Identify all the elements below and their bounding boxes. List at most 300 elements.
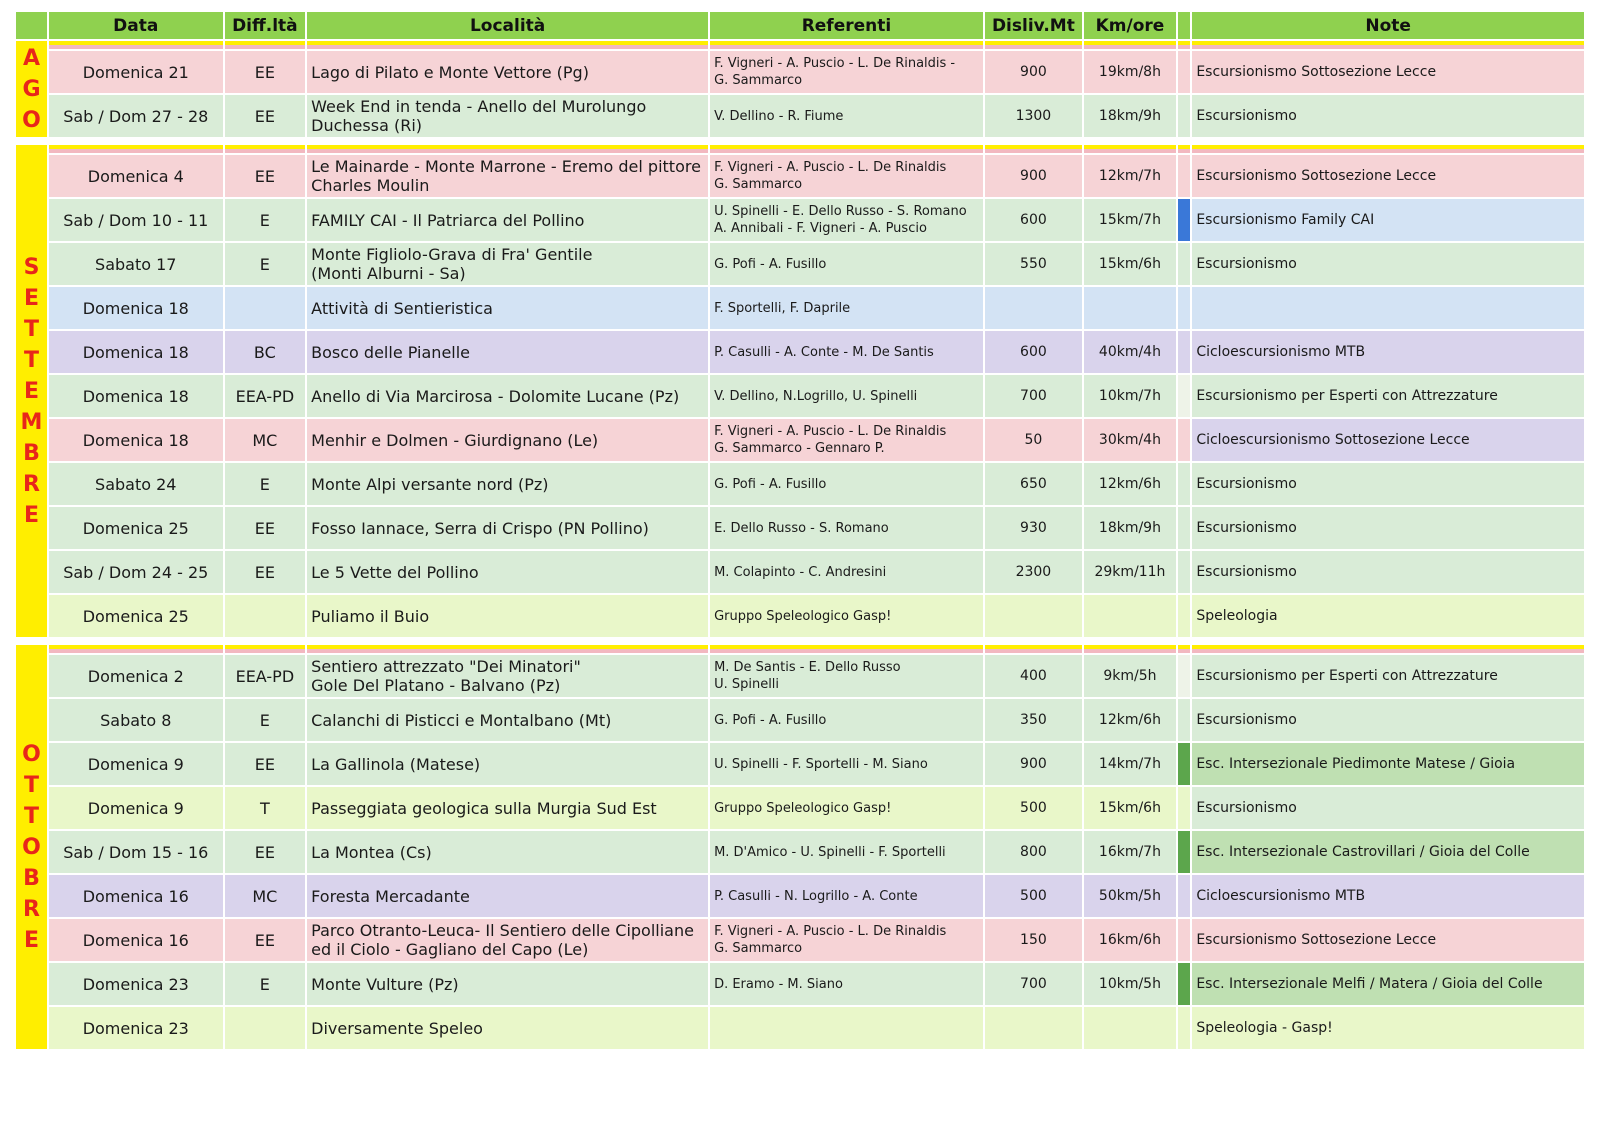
event-referents bbox=[710, 655, 983, 697]
separator-cell bbox=[1084, 41, 1176, 49]
event-elevation: 800 bbox=[985, 831, 1082, 873]
event-referents-line: D. Eramo - M. Siano bbox=[714, 976, 843, 992]
event-notes: Escursionismo Sottosezione Lecce bbox=[1192, 51, 1584, 93]
event-referents bbox=[710, 95, 983, 137]
event-referents-line: P. Casulli - N. Logrillo - A. Conte bbox=[714, 888, 918, 904]
event-notes: Escursionismo bbox=[1192, 507, 1584, 549]
event-referents bbox=[710, 287, 983, 329]
event-distance-time: 12km/6h bbox=[1084, 699, 1176, 741]
table-row bbox=[16, 199, 1584, 241]
event-location-line: Charles Moulin bbox=[311, 176, 430, 195]
month-letter: O bbox=[22, 741, 41, 767]
event-referents-line: A. Annibali - F. Vigneri - A. Puscio bbox=[714, 221, 927, 236]
event-notes: Escursionismo Sottosezione Lecce bbox=[1192, 155, 1584, 197]
separator-cell bbox=[985, 645, 1082, 653]
month-letter: M bbox=[20, 409, 43, 435]
separator-cell bbox=[1084, 645, 1176, 653]
event-notes: Escursionismo bbox=[1192, 551, 1584, 593]
event-distance-time: 40km/4h bbox=[1084, 331, 1176, 373]
event-location bbox=[307, 699, 708, 741]
event-date: Domenica 25 bbox=[49, 507, 223, 549]
event-marker bbox=[1178, 51, 1190, 93]
event-location bbox=[307, 1007, 708, 1049]
event-distance-time: 15km/6h bbox=[1084, 787, 1176, 829]
table-row bbox=[16, 1007, 1584, 1049]
event-elevation: 50 bbox=[985, 419, 1082, 461]
event-date: Sab / Dom 15 - 16 bbox=[49, 831, 223, 873]
event-location-line: La Montea (Cs) bbox=[311, 842, 432, 862]
event-difficulty: E bbox=[225, 199, 306, 241]
month-letter: A bbox=[22, 45, 40, 71]
month-letter: S bbox=[23, 254, 40, 280]
event-elevation: 2300 bbox=[985, 551, 1082, 593]
event-referents bbox=[710, 551, 983, 593]
event-distance-time: 16km/6h bbox=[1084, 919, 1176, 961]
month-gap bbox=[16, 639, 1584, 643]
event-elevation: 600 bbox=[985, 331, 1082, 373]
event-elevation: 150 bbox=[985, 919, 1082, 961]
event-notes: Escursionismo Sottosezione Lecce bbox=[1192, 919, 1584, 961]
event-elevation: 500 bbox=[985, 787, 1082, 829]
event-date: Domenica 18 bbox=[49, 287, 223, 329]
month-gap bbox=[16, 139, 1584, 143]
event-referents-line: U. Spinelli bbox=[714, 677, 780, 692]
event-difficulty: EE bbox=[225, 831, 306, 873]
event-distance-time bbox=[1084, 595, 1176, 637]
event-referents-line: F. Vigneri - A. Puscio - L. De Rinaldis bbox=[714, 924, 947, 939]
event-date: Domenica 9 bbox=[49, 743, 223, 785]
separator-cell bbox=[710, 145, 983, 153]
event-referents-line: G. Sammarco - Gennaro P. bbox=[714, 441, 885, 456]
event-location bbox=[307, 95, 708, 137]
header-location: Località bbox=[307, 12, 708, 39]
event-marker bbox=[1178, 743, 1190, 785]
event-marker bbox=[1178, 243, 1190, 285]
event-difficulty: E bbox=[225, 699, 306, 741]
event-notes: Cicloescursionismo MTB bbox=[1192, 875, 1584, 917]
event-date: Sabato 17 bbox=[49, 243, 223, 285]
event-marker bbox=[1178, 507, 1190, 549]
event-difficulty bbox=[225, 595, 306, 637]
event-referents-line: V. Dellino, N.Logrillo, U. Spinelli bbox=[714, 388, 918, 404]
table-row bbox=[16, 463, 1584, 505]
separator-cell bbox=[225, 145, 306, 153]
event-date: Domenica 9 bbox=[49, 787, 223, 829]
event-location-line: Monte Alpi versante nord (Pz) bbox=[311, 474, 549, 494]
month-letter: E bbox=[23, 378, 39, 404]
event-referents bbox=[710, 743, 983, 785]
event-date: Domenica 16 bbox=[49, 919, 223, 961]
event-referents-line: F. Vigneri - A. Puscio - L. De Rinaldis bbox=[714, 160, 947, 175]
month-letter: E bbox=[23, 285, 39, 311]
table-row bbox=[16, 243, 1584, 285]
table-row bbox=[16, 963, 1584, 1005]
event-difficulty bbox=[225, 287, 306, 329]
event-location bbox=[307, 743, 708, 785]
event-notes: Escursionismo bbox=[1192, 699, 1584, 741]
table-row bbox=[16, 95, 1584, 137]
separator-cell bbox=[1178, 645, 1190, 653]
event-distance-time: 15km/7h bbox=[1084, 199, 1176, 241]
separator-cell bbox=[1192, 145, 1584, 153]
event-location-line: Fosso Iannace, Serra di Crispo (PN Pollino) bbox=[311, 518, 649, 538]
event-marker bbox=[1178, 331, 1190, 373]
table-row bbox=[16, 655, 1584, 697]
event-elevation: 400 bbox=[985, 655, 1082, 697]
event-notes: Speleologia bbox=[1192, 595, 1584, 637]
gap-cell bbox=[16, 139, 1584, 143]
separator-cell bbox=[1084, 145, 1176, 153]
table-row bbox=[16, 51, 1584, 93]
month-letter: O bbox=[22, 834, 41, 860]
month-separator bbox=[16, 41, 1584, 49]
event-referents-line: U. Spinelli - F. Sportelli - M. Siano bbox=[714, 756, 928, 772]
event-notes: Escursionismo per Esperti con Attrezzature bbox=[1192, 375, 1584, 417]
event-location-line: Week End in tenda - Anello del Murolungo bbox=[311, 97, 647, 116]
event-difficulty: EE bbox=[225, 155, 306, 197]
event-marker bbox=[1178, 655, 1190, 697]
event-distance-time: 30km/4h bbox=[1084, 419, 1176, 461]
event-difficulty: EEA-PD bbox=[225, 375, 306, 417]
table-body bbox=[16, 41, 1584, 1049]
table-row bbox=[16, 419, 1584, 461]
separator-cell bbox=[225, 41, 306, 49]
event-date: Sabato 24 bbox=[49, 463, 223, 505]
header-notes: Note bbox=[1192, 12, 1584, 39]
gap-cell bbox=[16, 639, 1584, 643]
event-location-line: Diversamente Speleo bbox=[311, 1018, 483, 1038]
event-distance-time: 16km/7h bbox=[1084, 831, 1176, 873]
event-elevation bbox=[985, 595, 1082, 637]
event-date: Domenica 21 bbox=[49, 51, 223, 93]
event-location-line: Le 5 Vette del Pollino bbox=[311, 562, 479, 582]
header-elevation: Disliv.Mt bbox=[985, 12, 1082, 39]
month-letter: T bbox=[23, 772, 39, 798]
event-distance-time: 50km/5h bbox=[1084, 875, 1176, 917]
event-marker bbox=[1178, 419, 1190, 461]
separator-cell bbox=[49, 145, 223, 153]
event-notes: Speleologia - Gasp! bbox=[1192, 1007, 1584, 1049]
event-referents-line: Gruppo Speleologico Gasp! bbox=[714, 608, 892, 624]
event-location bbox=[307, 919, 708, 961]
table-row bbox=[16, 287, 1584, 329]
event-difficulty: EE bbox=[225, 51, 306, 93]
event-location bbox=[307, 463, 708, 505]
header-marker bbox=[1178, 12, 1190, 39]
event-referents-line: G. Pofi - A. Fusillo bbox=[714, 476, 827, 492]
event-date: Domenica 25 bbox=[49, 595, 223, 637]
table-row bbox=[16, 787, 1584, 829]
event-elevation: 930 bbox=[985, 507, 1082, 549]
event-marker bbox=[1178, 831, 1190, 873]
event-marker bbox=[1178, 551, 1190, 593]
event-location bbox=[307, 331, 708, 373]
month-label-cell bbox=[16, 41, 47, 137]
event-location-line: Passeggiata geologica sulla Murgia Sud Est bbox=[311, 798, 657, 818]
event-date: Sab / Dom 27 - 28 bbox=[49, 95, 223, 137]
event-referents bbox=[710, 375, 983, 417]
header-difficulty: Diff.ltà bbox=[225, 12, 306, 39]
event-difficulty: T bbox=[225, 787, 306, 829]
event-location bbox=[307, 51, 708, 93]
month-letter: O bbox=[22, 107, 41, 133]
event-referents bbox=[710, 463, 983, 505]
table-row bbox=[16, 831, 1584, 873]
event-marker bbox=[1178, 963, 1190, 1005]
event-distance-time: 18km/9h bbox=[1084, 95, 1176, 137]
event-referents bbox=[710, 199, 983, 241]
event-location bbox=[307, 551, 708, 593]
event-distance-time: 14km/7h bbox=[1084, 743, 1176, 785]
event-marker bbox=[1178, 155, 1190, 197]
separator-cell bbox=[710, 41, 983, 49]
event-difficulty: E bbox=[225, 243, 306, 285]
event-marker bbox=[1178, 95, 1190, 137]
event-difficulty: E bbox=[225, 463, 306, 505]
event-notes: Escursionismo bbox=[1192, 243, 1584, 285]
table-row bbox=[16, 155, 1584, 197]
month-letter: G bbox=[22, 76, 41, 102]
month-separator bbox=[16, 145, 1584, 153]
separator-cell bbox=[1192, 41, 1584, 49]
separator-cell bbox=[49, 645, 223, 653]
event-location-line: Anello di Via Marcirosa - Dolomite Lucane (Pz) bbox=[311, 386, 680, 406]
event-referents bbox=[710, 155, 983, 197]
calendar-sheet bbox=[14, 10, 1586, 1051]
event-difficulty: EE bbox=[225, 743, 306, 785]
event-notes: Cicloescursionismo Sottosezione Lecce bbox=[1192, 419, 1584, 461]
event-elevation: 600 bbox=[985, 199, 1082, 241]
event-marker bbox=[1178, 875, 1190, 917]
event-difficulty: EE bbox=[225, 507, 306, 549]
event-distance-time: 29km/11h bbox=[1084, 551, 1176, 593]
event-referents bbox=[710, 963, 983, 1005]
event-referents bbox=[710, 507, 983, 549]
event-referents-line: E. Dello Russo - S. Romano bbox=[714, 520, 889, 536]
event-notes: Cicloescursionismo MTB bbox=[1192, 331, 1584, 373]
separator-cell bbox=[307, 145, 708, 153]
event-referents bbox=[710, 875, 983, 917]
event-referents-line: M. Colapinto - C. Andresini bbox=[714, 564, 887, 580]
separator-cell bbox=[49, 41, 223, 49]
table-row bbox=[16, 331, 1584, 373]
event-referents-line: G. Pofi - A. Fusillo bbox=[714, 256, 827, 272]
table-row bbox=[16, 699, 1584, 741]
event-referents bbox=[710, 699, 983, 741]
event-date: Domenica 4 bbox=[49, 155, 223, 197]
event-location bbox=[307, 243, 708, 285]
header-date: Data bbox=[49, 12, 223, 39]
event-location-line: Sentiero attrezzato "Dei Minatori" bbox=[311, 657, 581, 676]
event-marker bbox=[1178, 375, 1190, 417]
event-notes: Escursionismo per Esperti con Attrezzature bbox=[1192, 655, 1584, 697]
month-letter: T bbox=[23, 347, 39, 373]
event-difficulty: MC bbox=[225, 419, 306, 461]
event-difficulty: MC bbox=[225, 875, 306, 917]
event-referents bbox=[710, 419, 983, 461]
event-location-line: Le Mainarde - Monte Marrone - Eremo del pittore bbox=[311, 157, 701, 176]
separator-cell bbox=[1178, 41, 1190, 49]
event-date: Domenica 18 bbox=[49, 419, 223, 461]
event-marker bbox=[1178, 919, 1190, 961]
separator-cell bbox=[307, 645, 708, 653]
event-marker bbox=[1178, 463, 1190, 505]
month-label-cell bbox=[16, 145, 47, 637]
event-distance-time bbox=[1084, 287, 1176, 329]
event-elevation: 550 bbox=[985, 243, 1082, 285]
event-location-line: Lago di Pilato e Monte Vettore (Pg) bbox=[311, 62, 589, 82]
event-location bbox=[307, 787, 708, 829]
event-distance-time: 12km/6h bbox=[1084, 463, 1176, 505]
header-referents: Referenti bbox=[710, 12, 983, 39]
table-row bbox=[16, 743, 1584, 785]
event-notes: Esc. Intersezionale Castrovillari / Gioia del Colle bbox=[1192, 831, 1584, 873]
event-difficulty: EE bbox=[225, 919, 306, 961]
month-separator bbox=[16, 645, 1584, 653]
event-distance-time: 9km/5h bbox=[1084, 655, 1176, 697]
event-notes: Esc. Intersezionale Melfi / Matera / Gioia del Colle bbox=[1192, 963, 1584, 1005]
event-location bbox=[307, 655, 708, 697]
event-location bbox=[307, 287, 708, 329]
event-location-line: La Gallinola (Matese) bbox=[311, 754, 481, 774]
event-referents bbox=[710, 919, 983, 961]
event-elevation: 700 bbox=[985, 963, 1082, 1005]
event-referents bbox=[710, 243, 983, 285]
event-location bbox=[307, 199, 708, 241]
event-referents-line: G. Sammarco bbox=[714, 941, 803, 956]
table-row bbox=[16, 919, 1584, 961]
separator-cell bbox=[985, 145, 1082, 153]
table-row bbox=[16, 375, 1584, 417]
event-location bbox=[307, 963, 708, 1005]
event-elevation: 900 bbox=[985, 155, 1082, 197]
event-location-line: FAMILY CAI - Il Patriarca del Pollino bbox=[311, 210, 585, 230]
event-referents bbox=[710, 51, 983, 93]
event-location-line: Puliamo il Buio bbox=[311, 606, 430, 626]
event-elevation: 500 bbox=[985, 875, 1082, 917]
month-letter: E bbox=[23, 927, 39, 953]
event-date: Domenica 23 bbox=[49, 1007, 223, 1049]
event-distance-time: 12km/7h bbox=[1084, 155, 1176, 197]
event-marker bbox=[1178, 199, 1190, 241]
event-difficulty: BC bbox=[225, 331, 306, 373]
event-date: Domenica 18 bbox=[49, 331, 223, 373]
separator-cell bbox=[985, 41, 1082, 49]
event-location bbox=[307, 831, 708, 873]
event-date: Sab / Dom 10 - 11 bbox=[49, 199, 223, 241]
table-row bbox=[16, 595, 1584, 637]
separator-cell bbox=[1178, 145, 1190, 153]
event-date: Sab / Dom 24 - 25 bbox=[49, 551, 223, 593]
event-elevation: 650 bbox=[985, 463, 1082, 505]
event-marker bbox=[1178, 287, 1190, 329]
header-corner bbox=[16, 12, 47, 39]
event-referents bbox=[710, 331, 983, 373]
event-elevation: 350 bbox=[985, 699, 1082, 741]
event-difficulty: EEA-PD bbox=[225, 655, 306, 697]
event-elevation bbox=[985, 1007, 1082, 1049]
event-location bbox=[307, 507, 708, 549]
event-referents-line: G. Sammarco bbox=[714, 177, 803, 192]
event-referents-line: F. Sportelli, F. Daprile bbox=[714, 300, 851, 316]
excursion-table bbox=[14, 10, 1586, 1051]
event-date: Domenica 2 bbox=[49, 655, 223, 697]
event-difficulty: EE bbox=[225, 551, 306, 593]
month-letter: T bbox=[23, 316, 39, 342]
event-elevation: 900 bbox=[985, 51, 1082, 93]
event-location-line: Bosco delle Pianelle bbox=[311, 342, 471, 362]
event-referents bbox=[710, 787, 983, 829]
event-elevation: 900 bbox=[985, 743, 1082, 785]
event-date: Domenica 16 bbox=[49, 875, 223, 917]
event-referents-line: P. Casulli - A. Conte - M. De Santis bbox=[714, 344, 934, 360]
event-location-line: Monte Figliolo-Grava di Fra' Gentile bbox=[311, 245, 593, 264]
event-location-line: (Monti Alburni - Sa) bbox=[311, 264, 466, 283]
event-location-line: ed il Ciolo - Gagliano del Capo (Le) bbox=[311, 940, 589, 959]
separator-cell bbox=[225, 645, 306, 653]
event-location-line: Attività di Sentieristica bbox=[311, 298, 493, 318]
event-referents bbox=[710, 595, 983, 637]
separator-cell bbox=[307, 41, 708, 49]
event-notes: Escursionismo bbox=[1192, 787, 1584, 829]
event-referents-line: V. Dellino - R. Fiume bbox=[714, 108, 844, 124]
month-letter: R bbox=[23, 471, 40, 497]
event-elevation: 1300 bbox=[985, 95, 1082, 137]
event-location-line: Foresta Mercadante bbox=[311, 886, 470, 906]
event-location-line: Parco Otranto-Leuca- Il Sentiero delle Cipolliane bbox=[311, 921, 694, 940]
event-difficulty: EE bbox=[225, 95, 306, 137]
header-row bbox=[16, 12, 1584, 39]
event-location bbox=[307, 375, 708, 417]
month-label-cell bbox=[16, 645, 47, 1049]
event-referents-line: M. De Santis - E. Dello Russo bbox=[714, 660, 901, 675]
event-referents-line: F. Vigneri - A. Puscio - L. De Rinaldis bbox=[714, 424, 947, 439]
event-referents-line: M. D'Amico - U. Spinelli - F. Sportelli bbox=[714, 844, 946, 860]
event-date: Domenica 23 bbox=[49, 963, 223, 1005]
event-marker bbox=[1178, 699, 1190, 741]
event-location bbox=[307, 155, 708, 197]
event-referents bbox=[710, 1007, 983, 1049]
event-distance-time: 10km/5h bbox=[1084, 963, 1176, 1005]
month-letter: T bbox=[23, 803, 39, 829]
event-date: Domenica 18 bbox=[49, 375, 223, 417]
event-elevation: 700 bbox=[985, 375, 1082, 417]
event-notes: Esc. Intersezionale Piedimonte Matese / Gioia bbox=[1192, 743, 1584, 785]
event-marker bbox=[1178, 787, 1190, 829]
event-location-line: Calanchi di Pisticci e Montalbano (Mt) bbox=[311, 710, 612, 730]
event-marker bbox=[1178, 1007, 1190, 1049]
event-notes: Escursionismo bbox=[1192, 95, 1584, 137]
event-referents-line: F. Vigneri - A. Puscio - L. De Rinaldis - bbox=[714, 56, 956, 71]
event-location bbox=[307, 419, 708, 461]
month-letter: R bbox=[23, 896, 40, 922]
table-row bbox=[16, 507, 1584, 549]
event-distance-time: 10km/7h bbox=[1084, 375, 1176, 417]
table-row bbox=[16, 551, 1584, 593]
event-date: Sabato 8 bbox=[49, 699, 223, 741]
event-location-line: Monte Vulture (Pz) bbox=[311, 974, 459, 994]
event-referents bbox=[710, 831, 983, 873]
event-notes: Escursionismo bbox=[1192, 463, 1584, 505]
separator-cell bbox=[1192, 645, 1584, 653]
event-referents-line: Gruppo Speleologico Gasp! bbox=[714, 800, 892, 816]
event-distance-time: 19km/8h bbox=[1084, 51, 1176, 93]
event-difficulty: E bbox=[225, 963, 306, 1005]
event-location-line: Duchessa (Ri) bbox=[311, 116, 423, 135]
event-marker bbox=[1178, 595, 1190, 637]
separator-cell bbox=[710, 645, 983, 653]
event-location bbox=[307, 875, 708, 917]
